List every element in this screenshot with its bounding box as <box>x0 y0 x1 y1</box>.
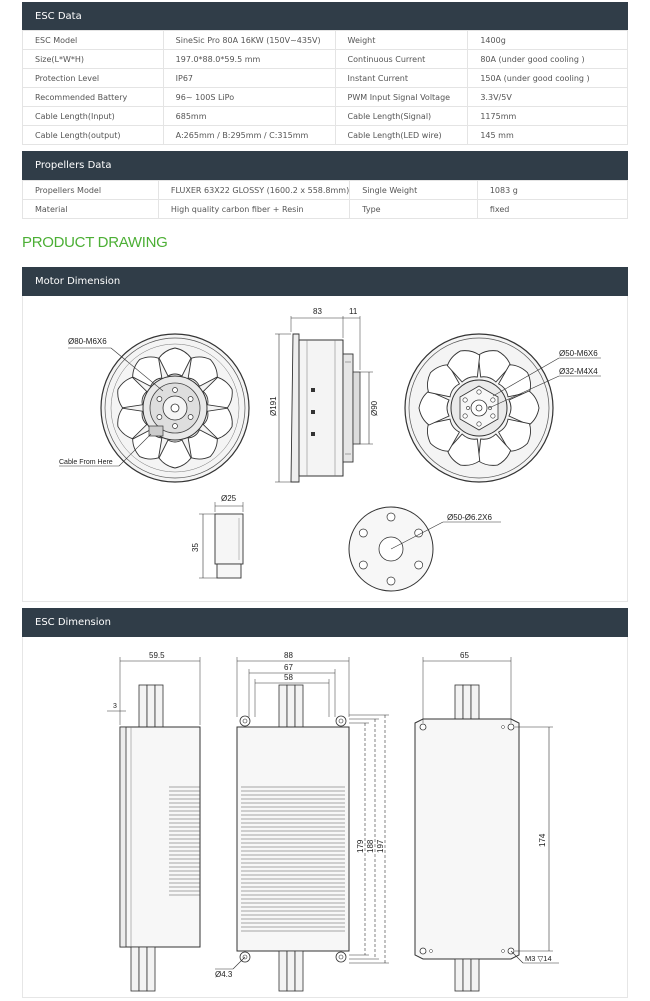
table-row <box>23 31 628 50</box>
shaft-view <box>215 514 243 578</box>
spec-label: Propellers Model <box>23 181 159 200</box>
esc-side-view <box>120 685 200 991</box>
width-83-label: 83 <box>313 307 322 316</box>
spec-value: 1083 g <box>477 181 627 200</box>
spec-value: 197.0*88.0*59.5 mm <box>163 50 335 69</box>
w-88-label: 88 <box>284 651 293 660</box>
rear-holes-1-label: Ø50-M6X6 <box>559 349 598 358</box>
spec-value: SineSic Pro 80A 16KW (150V~435V) <box>163 31 335 50</box>
spec-label: Cable Length(output) <box>23 126 164 145</box>
esc-front-view <box>237 685 349 991</box>
motor-rear-view <box>405 334 553 482</box>
esc-data-header <box>22 2 628 30</box>
table-row <box>23 126 628 145</box>
w-3-label: 3 <box>113 703 117 710</box>
spec-value: IP67 <box>163 69 335 88</box>
motor-dimension-drawing <box>22 296 628 602</box>
spec-value: fixed <box>477 200 627 219</box>
spec-label: Instant Current <box>335 69 468 88</box>
spec-value: 145 mm <box>468 126 628 145</box>
spec-label: Material <box>23 200 159 219</box>
esc-data-title: ESC Data <box>35 10 82 22</box>
spec-label: Cable Length(LED wire) <box>335 126 468 145</box>
spec-value: 150A (under good cooling ) <box>468 69 628 88</box>
shaft-dia-label: Ø25 <box>221 494 237 503</box>
table-row <box>23 107 628 126</box>
spec-label: ESC Model <box>23 31 164 50</box>
spec-label: Continuous Current <box>335 50 468 69</box>
h-174-label: 174 <box>538 833 547 847</box>
spec-label: Single Weight <box>350 181 478 200</box>
spec-label: Cable Length(Input) <box>23 107 164 126</box>
spec-value: A:265mm / B:295mm / C:315mm <box>163 126 335 145</box>
spec-value: 3.3V/5V <box>468 88 628 107</box>
thread-label: M3 ▽14 <box>525 954 552 963</box>
table-row <box>23 88 628 107</box>
shaft-len-label: 35 <box>191 543 200 552</box>
h-179-label: 179 <box>356 839 365 853</box>
dia-90-label: Ø90 <box>370 400 379 416</box>
spec-value: 1175mm <box>468 107 628 126</box>
motor-drawing-svg <box>23 296 629 602</box>
spec-value: 1400g <box>468 31 628 50</box>
h-188-label: 188 <box>366 839 375 853</box>
spec-label: Protection Level <box>23 69 164 88</box>
spec-label: Size(L*W*H) <box>23 50 164 69</box>
propellers-data-title: Propellers Data <box>35 160 112 171</box>
motor-dimension-title: Motor Dimension <box>35 276 121 287</box>
table-row <box>23 181 628 200</box>
propellers-data-header <box>22 151 628 180</box>
motor-dimension-header <box>22 267 628 296</box>
table-row <box>23 50 628 69</box>
spec-value: High quality carbon fiber + Resin <box>158 200 349 219</box>
esc-dimension-title: ESC Dimension <box>35 617 111 628</box>
w-67-label: 67 <box>284 663 293 672</box>
motor-side-view <box>291 334 360 482</box>
table-row <box>23 69 628 88</box>
w-65-label: 65 <box>460 651 469 660</box>
dia-191-label: Ø191 <box>269 396 278 416</box>
esc-dimension-header <box>22 608 628 637</box>
rear-holes-2-label: Ø32-M4X4 <box>559 367 598 376</box>
front-holes-label: Ø80-M6X6 <box>68 337 107 346</box>
esc-bottom-view <box>415 685 519 991</box>
spec-value: 80A (under good cooling ) <box>468 50 628 69</box>
w-58-label: 58 <box>284 673 293 682</box>
spec-value: 685mm <box>163 107 335 126</box>
h-197-label: 197 <box>376 839 385 853</box>
spec-label: Recommended Battery <box>23 88 164 107</box>
hole-dia-label: Ø4.3 <box>215 970 233 979</box>
table-row <box>23 200 628 219</box>
motor-front-view <box>101 334 249 482</box>
spec-label: Weight <box>335 31 468 50</box>
spec-value: FLUXER 63X22 GLOSSY (1600.2 x 558.8mm) <box>158 181 349 200</box>
product-drawing-title: PRODUCT DRAWING <box>22 234 168 251</box>
esc-data-table <box>22 30 628 145</box>
width-11-label: 11 <box>349 307 358 316</box>
esc-drawing-svg <box>23 637 629 998</box>
propellers-data-table <box>22 180 628 219</box>
cable-note-label: Cable From Here <box>59 459 113 466</box>
esc-dimension-drawing <box>22 637 628 998</box>
spec-label: Cable Length(Signal) <box>335 107 468 126</box>
spec-value: 96~ 100S LiPo <box>163 88 335 107</box>
spec-label: Type <box>350 200 478 219</box>
spec-label: PWM Input Signal Voltage <box>335 88 468 107</box>
w-59-5-label: 59.5 <box>149 651 165 660</box>
adapter-holes-label: Ø50-Ø6.2X6 <box>447 513 492 522</box>
